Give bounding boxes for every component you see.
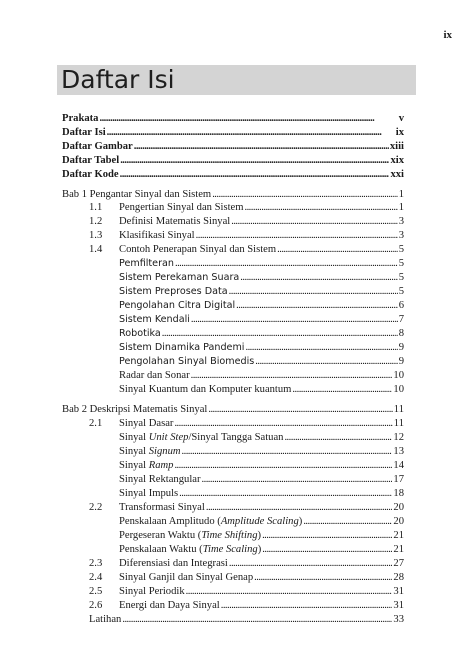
toc-subsection[interactable] [62, 369, 404, 383]
toc-label: Daftar Gambar [62, 141, 133, 152]
toc-subsection[interactable] [62, 341, 404, 355]
toc-label: Energi dan Daya Sinyal [119, 600, 220, 611]
toc-label [119, 459, 173, 473]
toc-label: Transformasi Sinyal [119, 502, 205, 513]
leader-dots [162, 327, 398, 341]
toc-label: Sinyal Impuls [119, 488, 179, 499]
label-text: Penskalaan Amplitudo ( [119, 516, 221, 527]
toc-label [119, 431, 283, 445]
label-italic: Signum [148, 446, 181, 457]
toc-page: 5 [398, 272, 404, 283]
toc-page: 1 [398, 189, 404, 200]
toc-subsection[interactable] [62, 431, 404, 445]
toc-latihan[interactable] [62, 613, 404, 627]
title-banner [57, 65, 416, 95]
toc-label: Daftar Tabel [62, 155, 120, 166]
leader-dots [229, 557, 393, 571]
toc-entry-daftar-kode[interactable] [62, 168, 404, 182]
toc-page: 6 [398, 300, 404, 311]
leader-dots [208, 403, 392, 417]
section-number: 2.1 [89, 418, 103, 429]
toc-subsection[interactable] [62, 515, 404, 529]
label-italic: Unit Step [148, 432, 189, 443]
toc-label: Klasifikasi Sinyal [119, 230, 195, 241]
toc-page: 9 [398, 342, 404, 353]
toc-page: 8 [398, 328, 404, 339]
toc-label: Sinyal Dasar [119, 418, 174, 429]
toc-label: Robotika [119, 328, 161, 339]
leader-dots [292, 383, 392, 397]
label-text: Penskalaan Waktu ( [119, 544, 203, 555]
leader-dots [231, 215, 397, 229]
toc-subsection[interactable] [62, 383, 404, 397]
toc-page: 11 [393, 404, 404, 415]
toc-page: 5 [398, 244, 404, 255]
toc-page: 10 [393, 384, 404, 395]
toc-page: xxi [390, 169, 404, 180]
toc-label: Pengolahan Sinyal Biomedis [119, 356, 255, 367]
section-number: 1.2 [89, 216, 103, 227]
toc-page: 33 [393, 614, 404, 625]
toc-chapter-bab-1[interactable] [62, 188, 404, 202]
leader-dots [262, 529, 392, 543]
toc-subsection[interactable] [62, 543, 404, 557]
leader-dots [212, 188, 398, 202]
leader-dots [174, 417, 392, 431]
label-text: Sinyal [119, 432, 149, 443]
toc-label: Bab 2 Deskripsi Matematis Sinyal [62, 404, 208, 415]
section-number: 1.4 [89, 244, 103, 255]
toc-subsection[interactable] [62, 459, 404, 473]
toc-label [119, 445, 181, 459]
toc-label: Sistem Kendali [119, 314, 190, 325]
toc-page: 21 [393, 544, 404, 555]
toc-section-1-1[interactable] [62, 201, 404, 215]
section-number: 2.2 [89, 502, 103, 513]
toc-label: Latihan [89, 614, 122, 625]
toc-label: Sinyal Kuantum dan Komputer kuantum [119, 384, 292, 395]
page-title: Daftar Isi [61, 65, 175, 94]
toc-subsection[interactable] [62, 473, 404, 487]
label-text: ) [257, 544, 262, 555]
label-italic: Time Shifting [201, 530, 258, 541]
toc-section-2-4[interactable] [62, 571, 404, 585]
leader-dots [229, 285, 398, 299]
toc-page: xiii [389, 141, 404, 152]
toc-label: Diferensiasi dan Integrasi [119, 558, 228, 569]
toc-subsection[interactable] [62, 487, 404, 501]
toc-page: 18 [393, 488, 404, 499]
toc-chapter-bab-2[interactable] [62, 403, 404, 417]
toc-label: Prakata [62, 113, 99, 124]
section-number: 2.6 [89, 600, 103, 611]
toc-page: 20 [393, 502, 404, 513]
toc-label: Sistem Preproses Data [119, 286, 228, 297]
toc-entry-daftar-tabel[interactable] [62, 154, 404, 168]
leader-dots [179, 487, 392, 501]
toc-label: Sistem Perekaman Suara [119, 272, 240, 283]
toc-label: Sistem Dinamika Pandemi [119, 342, 245, 353]
leader-dots [191, 313, 398, 327]
label-text: /Sinyal Tangga Satuan [188, 432, 284, 443]
toc-section-2-6[interactable] [62, 599, 404, 613]
leader-dots [221, 599, 393, 613]
toc-subsection[interactable] [62, 327, 404, 341]
section-number: 1.3 [89, 230, 103, 241]
leader-dots [254, 571, 392, 585]
label-text: ) [257, 530, 262, 541]
leader-dots [99, 112, 397, 126]
toc-section-1-3[interactable] [62, 229, 404, 243]
leader-dots [303, 515, 392, 529]
toc-entry-prakata[interactable] [62, 112, 404, 126]
leader-dots [236, 299, 398, 313]
toc-label: Pengertian Sinyal dan Sistem [119, 202, 244, 213]
label-text: Sinyal [119, 460, 149, 471]
toc-section-2-5[interactable] [62, 585, 404, 599]
toc-label: Sinyal Rektangular [119, 474, 201, 485]
toc-label: Daftar Isi [62, 127, 106, 138]
toc-label: Contoh Penerapan Sinyal dan Sistem [119, 244, 277, 255]
toc-page: ix [395, 127, 404, 138]
toc-page: 13 [393, 446, 404, 457]
leader-dots [186, 585, 393, 599]
toc-page: 5 [398, 258, 404, 269]
toc-section-2-3[interactable] [62, 557, 404, 571]
toc-page: 21 [393, 530, 404, 541]
toc-section-1-2[interactable] [62, 215, 404, 229]
leader-dots [284, 431, 392, 445]
toc-subsection[interactable] [62, 271, 404, 285]
toc-page: xix [390, 155, 404, 166]
toc-page: 31 [393, 600, 404, 611]
toc-subsection[interactable] [62, 445, 404, 459]
toc-entry-daftar-isi[interactable] [62, 126, 404, 140]
leader-dots [120, 168, 390, 182]
toc-label: Bab 1 Pengantar Sinyal dan Sistem [62, 189, 212, 200]
label-italic: Ramp [148, 460, 174, 471]
toc-page: 9 [398, 356, 404, 367]
toc-subsection[interactable] [62, 299, 404, 313]
leader-dots [255, 355, 397, 369]
leader-dots [196, 229, 398, 243]
toc-page: 28 [393, 572, 404, 583]
toc-label: Definisi Matematis Sinyal [119, 216, 231, 227]
leader-dots [206, 501, 393, 515]
label-italic: Time Scaling [202, 544, 258, 555]
label-italic: Amplitude Scaling [220, 516, 299, 527]
toc-label: Pengolahan Citra Digital [119, 300, 236, 311]
section-number: 2.3 [89, 558, 103, 569]
toc-label: Daftar Kode [62, 169, 119, 180]
leader-dots [262, 543, 392, 557]
label-text: Sinyal [119, 446, 149, 457]
toc-label [119, 543, 261, 557]
toc-page: 14 [393, 460, 404, 471]
toc-label [119, 529, 261, 543]
toc-page: 11 [393, 418, 404, 429]
toc-subsection[interactable] [62, 285, 404, 299]
toc-page: 10 [393, 370, 404, 381]
toc-page: 7 [398, 314, 404, 325]
page-number: ix [443, 29, 452, 41]
toc-page: 3 [398, 230, 404, 241]
toc-page: 1 [398, 202, 404, 213]
toc-label: Pemfilteran [119, 258, 174, 269]
label-text: Pergeseran Waktu ( [119, 530, 202, 541]
leader-dots [202, 473, 393, 487]
toc-section-2-1[interactable] [62, 417, 404, 431]
toc-page: 5 [398, 286, 404, 297]
leader-dots [277, 243, 398, 257]
toc-subsection[interactable] [62, 257, 404, 271]
toc-subsection[interactable] [62, 529, 404, 543]
toc-entry-daftar-gambar[interactable] [62, 140, 404, 154]
leader-dots [107, 126, 395, 140]
toc-page: 17 [393, 474, 404, 485]
toc-page: v [398, 113, 404, 124]
leader-dots [244, 201, 397, 215]
toc-label: Sinyal Ganjil dan Sinyal Genap [119, 572, 254, 583]
section-number: 1.1 [89, 202, 103, 213]
leader-dots [175, 257, 398, 271]
toc-label: Radar dan Sonar [119, 370, 190, 381]
toc-label [119, 515, 302, 529]
leader-dots [134, 140, 389, 154]
toc-page: 3 [398, 216, 404, 227]
leader-dots [191, 369, 393, 383]
toc-subsection[interactable] [62, 355, 404, 369]
label-text: ) [298, 516, 303, 527]
leader-dots [174, 459, 392, 473]
leader-dots [182, 445, 393, 459]
section-number: 2.5 [89, 586, 103, 597]
toc-subsection[interactable] [62, 313, 404, 327]
leader-dots [240, 271, 397, 285]
leader-dots [245, 341, 397, 355]
leader-dots [120, 154, 389, 168]
toc-section-2-2[interactable] [62, 501, 404, 515]
leader-dots [122, 613, 392, 627]
toc-page: 31 [393, 586, 404, 597]
toc-section-1-4[interactable] [62, 243, 404, 257]
toc-page: 27 [393, 558, 404, 569]
section-number: 2.4 [89, 572, 103, 583]
toc-label: Sinyal Periodik [119, 586, 185, 597]
toc-page: 12 [393, 432, 404, 443]
toc-page: 20 [393, 516, 404, 527]
